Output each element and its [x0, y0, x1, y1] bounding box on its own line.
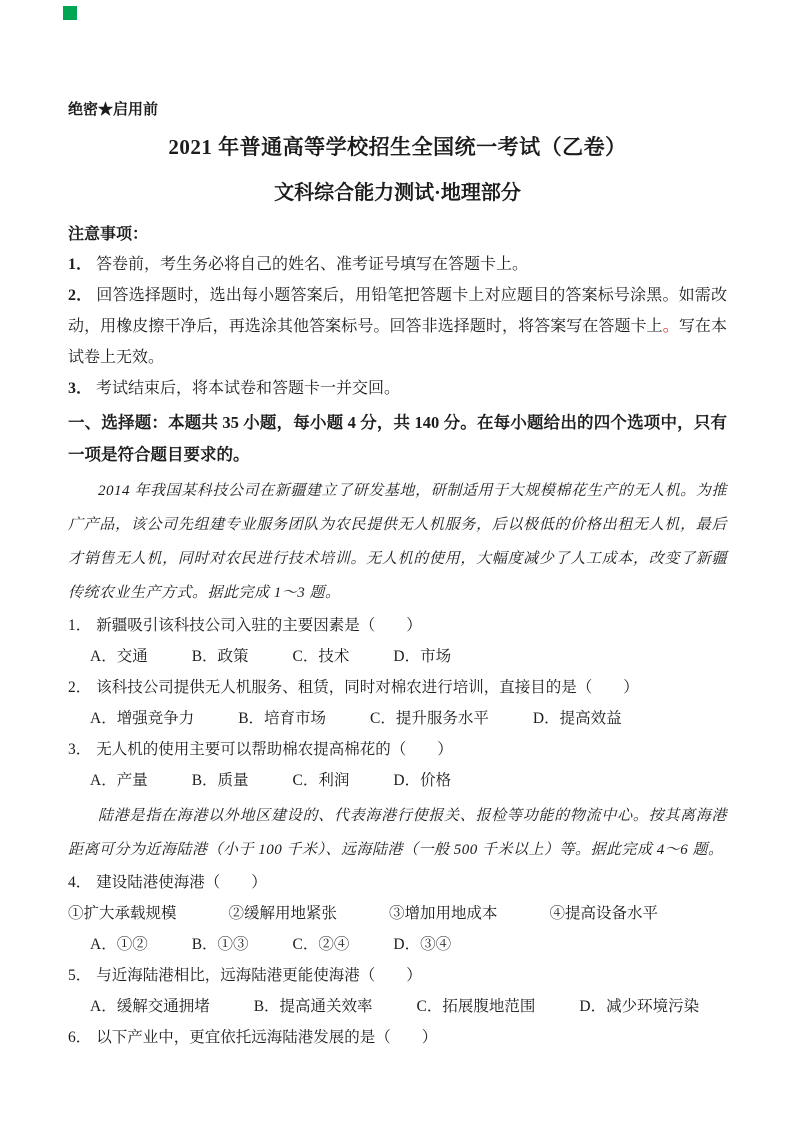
option-d: D．价格: [393, 772, 452, 789]
green-corner-mark: [63, 6, 77, 20]
question-text: 无人机的使用主要可以帮助棉农提高棉花的（ ）: [96, 741, 453, 758]
section-heading: 一、选择题：本题共 35 小题，每小题 4 分，共 140 分。在每小题给出的四个选项中，只有一项是符合题目要求的。: [68, 413, 727, 464]
question-4: [68, 867, 727, 960]
option-c: C．利润: [292, 772, 350, 789]
question-stem: [68, 672, 727, 703]
page-title: 2021 年普通高等学校招生全国统一考试（乙卷）: [168, 135, 627, 159]
option-d: D．市场: [393, 648, 452, 665]
notice-item-1: [68, 249, 727, 280]
page-subtitle: 文科综合能力测试·地理部分: [274, 182, 521, 204]
notice-item-3: [68, 373, 727, 404]
option-d: D．减少环境污染: [579, 998, 700, 1015]
question-options: [68, 641, 727, 672]
notice-text: 考试结束后，将本试卷和答题卡一并交回。: [96, 380, 401, 397]
option-c: C．提升服务水平: [370, 710, 489, 727]
question-6: [68, 1022, 727, 1053]
option-a: A．①②: [90, 936, 148, 953]
question-text: 新疆吸引该科技公司入驻的主要因素是（ ）: [96, 617, 422, 634]
question-options: [68, 929, 727, 960]
question-number: 1．: [68, 617, 92, 634]
question-options: [68, 703, 727, 734]
question-options: [68, 765, 727, 796]
question-text: 以下产业中，更宜依托远海陆港发展的是（ ）: [96, 1029, 438, 1046]
notice-item-2: [68, 280, 727, 373]
notice-text: 回答选择题时，选出每小题答案后，用铅笔把答题卡上对应题目的答案标号涂黑。如需改动，用橡皮擦干净后，再选涂其他答案标号。回答非选择题时，将答案写在答题卡上: [68, 287, 727, 335]
subitem-4: ④提高设备水平: [549, 905, 659, 922]
question-subitems: [68, 898, 727, 929]
subitem-1: ①扩大承载规模: [68, 905, 177, 922]
question-stem: [68, 960, 727, 991]
question-5: [68, 960, 727, 1022]
question-stem: [68, 734, 727, 765]
option-d: D．③④: [393, 936, 452, 953]
question-3: [68, 734, 727, 796]
option-a: A．产量: [90, 772, 148, 789]
option-c: C．②④: [292, 936, 350, 953]
question-text: 与近海陆港相比，远海陆港更能使海港（ ）: [96, 967, 422, 984]
option-a: A．缓解交通拥堵: [90, 998, 210, 1015]
notice-number: 3．: [68, 380, 93, 397]
question-options: [68, 991, 727, 1022]
subitem-2: ②缓解用地紧张: [228, 905, 338, 922]
question-number: 3．: [68, 741, 92, 758]
question-number: 2．: [68, 679, 92, 696]
notice-number: 2．: [68, 287, 93, 304]
option-b: B．①③: [191, 936, 249, 953]
question-2: [68, 672, 727, 734]
classification-label: 绝密★启用前: [68, 102, 159, 118]
option-b: B．提高通关效率: [253, 998, 373, 1015]
option-a: A．交通: [90, 648, 148, 665]
option-b: B．培育市场: [238, 710, 327, 727]
notice-number: 1．: [68, 256, 93, 273]
question-stem: [68, 867, 727, 898]
red-period-mark: 。: [662, 318, 679, 335]
question-text: 建设陆港使海港（ ）: [96, 874, 267, 891]
notice-text-after: 写在本试卷上无效。: [68, 318, 727, 366]
question-number: 6．: [68, 1029, 92, 1046]
option-c: C．拓展腹地范围: [416, 998, 536, 1015]
notice-text: 答卷前，考生务必将自己的姓名、准考证号填写在答题卡上。: [96, 256, 529, 273]
passage-1: 2014 年我国某科技公司在新疆建立了研发基地，研制适用于大规模棉花生产的无人机。为推广产品，该公司先组建专业服务团队为农民提供无人机服务，后以极低的价格出租无人机，最后才销售无人机，同时对农民进行技术培训。无人机的使用，大幅度减少了人工成本，改变了新疆传统农业生产方式。据此完成 1～3 题。: [68, 483, 727, 601]
question-number: 4．: [68, 874, 92, 891]
option-b: B．质量: [191, 772, 249, 789]
question-text: 该科技公司提供无人机服务、租赁，同时对棉农进行培训，直接目的是（ ）: [96, 679, 639, 696]
subitem-3: ③增加用地成本: [389, 905, 498, 922]
option-c: C．技术: [292, 648, 350, 665]
question-stem: [68, 610, 727, 641]
question-stem: [68, 1022, 727, 1053]
option-d: D．提高效益: [532, 710, 622, 727]
option-b: B．政策: [191, 648, 249, 665]
option-a: A．增强竞争力: [90, 710, 195, 727]
question-number: 5．: [68, 967, 92, 984]
notices-heading: 注意事项：: [68, 226, 149, 243]
passage-2: 陆港是指在海港以外地区建设的、代表海港行使报关、报检等功能的物流中心。按其离海港距离可分为近海陆港（小于 100 千米）、远海陆港（一般 500 千米以上）等。据此完成 4～6 题。: [68, 808, 727, 858]
question-1: [68, 610, 727, 672]
